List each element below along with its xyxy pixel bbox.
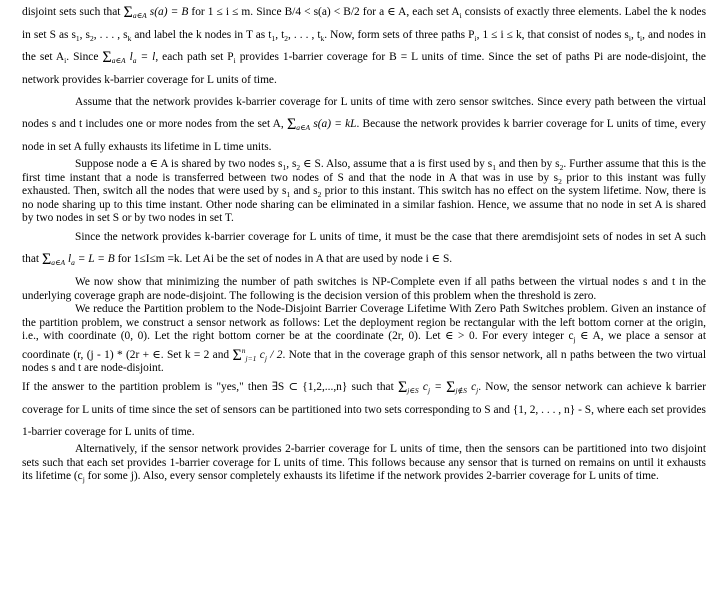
subscript: k [320, 34, 325, 43]
math-term: c [418, 380, 428, 393]
math-term: = [430, 380, 447, 393]
sum-symbol: Σ [232, 346, 242, 364]
subscript: 2 [558, 176, 562, 186]
sum-symbol: Σ [286, 116, 297, 133]
subscript: 1 [492, 163, 496, 172]
math-subscript: a [71, 257, 75, 267]
subscript: k [127, 34, 132, 43]
math-subscript: j=1 [245, 353, 257, 363]
sum-symbol: Σ [123, 4, 133, 21]
math-subscript: j∈S [407, 385, 419, 395]
subscript: 1 [282, 163, 287, 172]
sum-symbol: Σ [41, 250, 52, 268]
math-expression [446, 378, 479, 396]
subscript: 1 [75, 34, 80, 43]
math-subscript: j [264, 353, 267, 363]
math-term: / 2 [266, 348, 283, 361]
sum-symbol: Σ [446, 378, 456, 396]
subscript: i [233, 56, 236, 65]
paragraph-1: disjoint sets such that $\Sigma_{a\in A}$ s(a) = B for 1 ≤ i ≤ m. Since B/4 < s(a) < B/2 for a ∈ A, each set $A_i$ consists of exactly three elements. Label the k nodes in set S as $s_1$, $s_2$, . . . , $s_k$ and label the k nodes in T as $t_1$, $t_2$, . . . , $t_k$. Now, form sets of three paths $P_i$, 1 ≤ i ≤ k, that consist of nodes $s_i$, $t_i$, and nodes in the set $A_i$. Since $\Sigma_{a\in A}$ $l_a = l$, each path set $P_i$ provides 1-barrier coverage for B = L units of time. Since the set of paths Pi are node-disjoint, the network provides k-barrier coverage for L units of time. [22, 4, 707, 86]
math-subscript: a∈A [296, 123, 311, 132]
subscript: 1 [286, 190, 291, 200]
math-expression [102, 49, 156, 66]
subscript: i [640, 34, 643, 43]
math-term: = L = B [74, 252, 115, 265]
subscript: j [82, 475, 85, 485]
math-term: l [65, 252, 72, 265]
math-term: c [256, 348, 265, 361]
math-subscript: a∈A [51, 257, 66, 267]
math-term: s(a) = kL [310, 118, 357, 130]
subscript: i [628, 34, 631, 43]
math-term: = l [136, 51, 156, 63]
math-term: s(a) = B [146, 6, 189, 18]
math-expression [397, 378, 447, 396]
sum-symbol: Σ [102, 49, 112, 66]
paragraph-7: If the answer to the partition problem is "yes," then ∃S ⊂ {1,2,...,n} such that $\Sigma_{j\in S}$ $c_j = \Sigma_{j\notin S}$ $c_j$. Now, the sensor network can achieve k barrier coverage for L units of time since the set of sensors can be partitioned into two sets corresponding to S and {1, 2, . . . , n} - S, where each set provides 1-barrier coverage for L units of time. [22, 378, 707, 438]
math-subscript: j∉S [455, 385, 467, 395]
subscript: 2 [284, 34, 288, 43]
paragraph-2: Assume that the network provides k-barrier coverage for L units of time with zero sensor switches. Since every path between the virtual nodes s and t includes one or more nodes from the set A, $\Sigma_{a\in A}$ s(a) = kL. Because the network provides k barrier coverage for L units of time, every node in set A fully exhausts its lifetime in L time units. [22, 96, 707, 153]
subscript: i [474, 34, 477, 43]
subscript: j [573, 335, 576, 345]
math-subscript: a∈A [111, 56, 126, 65]
subscript: i [459, 11, 462, 20]
math-subscript: j [476, 385, 479, 395]
paragraph-6: We reduce the Partition problem to the Node-Disjoint Barrier Coverage Lifetime With Zero Path Switches problem. Given an instance of the partition problem, we construct a sensor network as follows: Let the deployment region be rectangular with the left bottom corner at the origin, i.e., with coordinate (0, 0). Let the right bottom corner be at the coordinate (2r, 0). Let ∈ > 0. For every integer $c_j$ ∈ A, we place a sensor at coordinate (r, (j - 1) * (2r + ∈. Set k = 2 and $\Sigma^n_{j=1}$ $c_j / 2$. Note that in the coverage graph of this sensor network, all n paths between the two virtual nodes s and t are node-disjoint. [22, 303, 707, 375]
subscript: 2 [89, 34, 94, 43]
subscript: 1 [271, 34, 276, 43]
math-superscript: n [241, 345, 246, 355]
subscript: i [64, 56, 67, 65]
math-subscript: a [132, 56, 137, 65]
math-expression [41, 250, 115, 268]
paragraph-4: Since the network provides k-barrier coverage for L units of time, it must be the case that there aremdisjoint sets of nodes in set A such that $\Sigma_{a\in A}$ $l_a = L = B$ for 1≤I≤m =k. Let Ai be the set of nodes in A that are used by node i ∈ S. [22, 230, 706, 268]
math-subscript: a∈A [132, 11, 147, 20]
paragraph-3: Suppose node a ∈ A is shared by two nodes $s_1$, $s_2$ ∈ S. Also, assume that a is first used by $s_1$ and then by $s_2$. Further assume that this is the first time instant that a node is transferred between two nodes of S and that the node in A that was in use by $s_2$ prior to this instant was fully exhausted. Then, switch all the nodes that were used by $s_1$ and $s_2$ prior to this instant. This switch has no effect on the system lifetime. Now, there is no node sharing up to this time instant. Other node sharing can be eliminated in a similar fashion. Hence, we assume that no node in set A is shared by two nodes in set S or by two nodes in set T. [22, 158, 706, 225]
math-expression [232, 345, 283, 364]
paragraph-5: We now show that minimizing the number of path switches is NP-Complete even if all paths between the virtual nodes s and t in the underlying coverage graph are node-disjoint. The following is the decision version of this problem when the threshold is zero. [22, 275, 706, 302]
math-subscript: j [427, 385, 431, 395]
math-term: c [466, 380, 477, 393]
subscript: 2 [559, 163, 564, 172]
math-expression [286, 116, 357, 133]
subscript: 2 [296, 163, 301, 172]
math-expression [123, 4, 189, 21]
subscript: 2 [317, 190, 322, 200]
sum-symbol: Σ [397, 378, 408, 396]
paragraph-8: Alternatively, if the sensor network provides 2-barrier coverage for L units of time, then the sensors can be partitioned into two disjoint sets such that each set provides 1-barrier coverage for L units of time. This follows because any sensor that is turned on remains on until it exhausts its lifetime ($c_j$ for some j). Also, every sensor completely exhausts its lifetime if the network provides 2-barrier coverage for L units of time. [22, 442, 706, 485]
math-term: l [125, 51, 133, 63]
